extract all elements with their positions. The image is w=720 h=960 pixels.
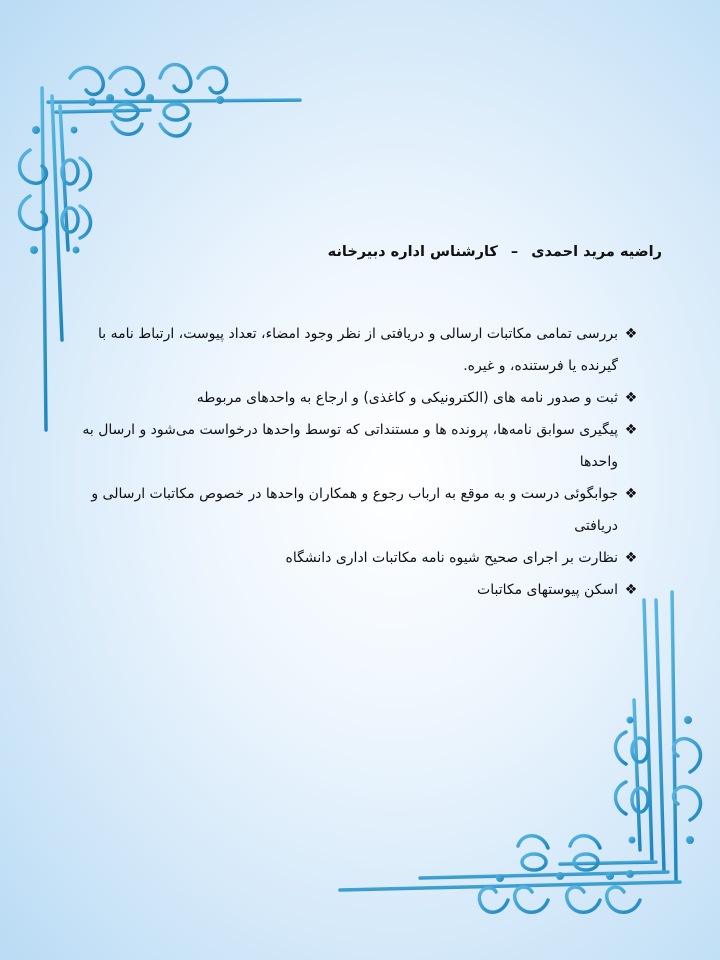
- list-item-text: نظارت بر اجرای صحیح شیوه نامه مکاتبات اداری دانشگاه: [285, 550, 618, 566]
- list-item-text: پیگیری سوابق نامه‌ها، پرونده ها و مستنداتی که توسط واحدها درخواست می‌شود و ارسال به واحدها: [82, 422, 618, 470]
- person-name: راضیه مرید احمدی: [531, 244, 662, 260]
- list-item: [58, 318, 638, 382]
- list-item: [58, 542, 638, 574]
- four-diamond-bullet-icon: ❖: [624, 326, 638, 342]
- page-title: [102, 244, 662, 260]
- bottom-right-ornament: [340, 592, 701, 912]
- four-diamond-bullet-icon: ❖: [624, 550, 638, 566]
- duties-list: [58, 318, 638, 606]
- list-item-text: جوابگوئی درست و به موقع به ارباب رجوع و همکاران واحدها در خصوص مکاتبات ارسالی و دریافتی: [91, 486, 618, 534]
- four-diamond-bullet-icon: ❖: [624, 486, 638, 502]
- four-diamond-bullet-icon: ❖: [624, 390, 638, 406]
- list-item-text: بررسی تمامی مکاتبات ارسالی و دریافتی از نظر وجود امضاء، تعداد پیوست، ارتباط نامه با گیرنده یا فرستنده، و غیره.: [98, 326, 618, 374]
- list-item: [58, 382, 638, 414]
- list-item: [58, 478, 638, 542]
- list-item-text: اسکن پیوستهای مکاتبات: [477, 582, 618, 598]
- four-diamond-bullet-icon: ❖: [624, 422, 638, 438]
- title-separator: –: [510, 244, 519, 260]
- list-item-text: ثبت و صدور نامه های (الکترونیکی و کاغذی) و ارجاع به واحدهای مربوطه: [196, 390, 618, 406]
- person-role: کارشناس اداره دبیرخانه: [327, 244, 498, 260]
- list-item: [58, 414, 638, 478]
- four-diamond-bullet-icon: ❖: [624, 582, 638, 598]
- list-item: [58, 574, 638, 606]
